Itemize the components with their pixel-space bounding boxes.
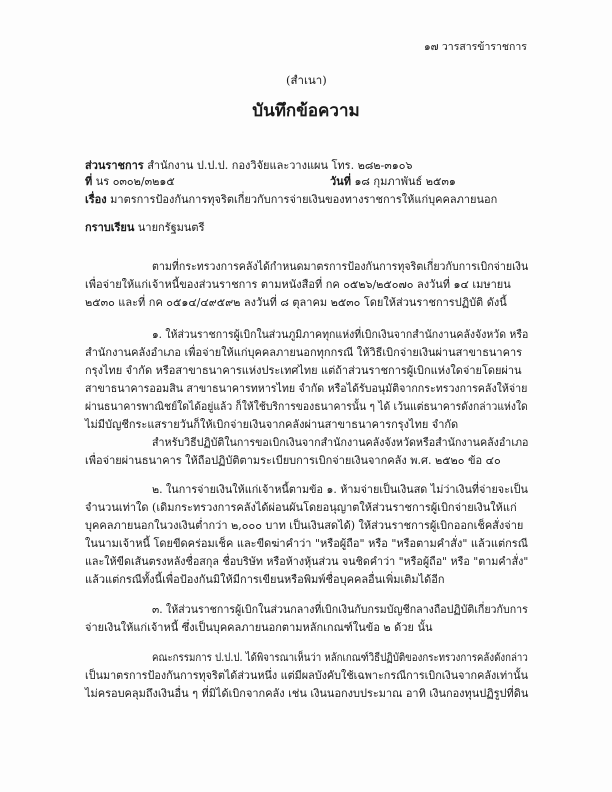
body-line: แล้วแต่กรณีทั้งนี้เพื่อป้องกันมิให้มีการเขียนหรือพิมพ์ชื่อบุคคลอื่นเพิ่มเติมได้อีก [85, 573, 445, 586]
subject-label: เรื่อง [85, 193, 107, 206]
ref-value: นร ๐๓๐๒/๓๒๑๕ [95, 175, 175, 188]
memo-title: บันทึกข้อความ [252, 101, 360, 121]
agency-label: ส่วนราชการ [85, 159, 144, 172]
body-line: ๒. ในการจ่ายเงินให้แก่เจ้าหนี้ตามข้อ ๑. ห้ามจ่ายเป็นเงินสด ไม่ว่าเงินที่จ่ายจะเป็น [152, 483, 528, 496]
body-line: ๒๕๓๐ และที่ กค ๐๕๑๔/๔๙๕๙๒ ลงวันที่ ๘ ตุลาคม ๒๕๓๐ โดยให้ส่วนราชการปฏิบัติ ดังนี้ [85, 296, 507, 309]
body-line: เพื่อจ่ายให้แก่เจ้าหนี้ของส่วนราชการ ตามหนังสือที่ กค ๐๕๒๖/๒๕๐๗๐ ลงวันที่ ๑๔ เมษายน [85, 278, 511, 291]
body-line: ไม่ครอบคลุมถึงเงินอื่น ๆ ที่มิได้เบิกจากคลัง เช่น เงินนอกงบประมาณ อาทิ เงินกองทุนปฏิรูปที่ดิน [85, 687, 529, 700]
subject-value: มาตรการป้องกันการทุจริตเกี่ยวกับการจ่ายเงินของทางราชการให้แก่บุคคลภายนอก [110, 193, 498, 206]
body-line: ๓. ให้ส่วนราชการผู้เบิกในส่วนกลางที่เบิกเงินกับกรมบัญชีกลางถือปฏิบัติเกี่ยวกับการ [152, 603, 528, 616]
body-line: จ่ายเงินให้แก่เจ้าหนี้ ซึ่งเป็นบุคคลภายนอกตามหลักเกณฑ์ในข้อ ๒ ด้วย นั้น [85, 621, 433, 634]
body-line: สำหรับวิธีปฏิบัติในการขอเบิกเงินจากสำนักงานคลังจังหวัดหรือสำนักงานคลังอำเภอ [152, 436, 529, 449]
ref-row [85, 172, 175, 190]
body-line: ในนามเจ้าหนี้ โดยขีดคร่อมเช็ค และขีดฆ่าคำว่า "หรือผู้ถือ" หรือ "หรือตามคำสั่ง" แล้วแต่กรณี [85, 537, 528, 550]
body-line: ไม่มีบัญชีกระแสรายวันก็ให้เบิกจ่ายเงินจากคลังผ่านสาขาธนาคารกรุงไทย จำกัด [85, 418, 459, 431]
ref-label: ที่ [85, 175, 93, 188]
to-label: กราบเรียน [85, 221, 135, 234]
copy-label: (สำเนา) [286, 73, 327, 87]
agency-value: สำนักงาน ป.ป.ป. กองวิจัยและวางแผน โทร. ๒๘๒-๓๑๐๖ [147, 159, 413, 172]
body-line: บุคคลภายนอกในวงเงินต่ำกว่า ๒,๐๐๐ บาท เป็นเงินสดได้) ให้ส่วนราชการผู้เบิกออกเช็คสั่งจ่าย [85, 519, 524, 532]
body-line: กรุงไทย จำกัด หรือสาขาธนาคารแห่งประเทศไทย แต่ถ้าส่วนราชการผู้เบิกแห่งใดจ่ายโดยผ่าน [85, 364, 522, 377]
body-line: เพื่อจ่ายผ่านธนาคาร ให้ถือปฏิบัติตามระเบียบการเบิกจ่ายเงินจากคลัง พ.ศ. ๒๕๒๐ ข้อ ๔๐ [85, 454, 501, 467]
body-line: ผ่านธนาคารพาณิชย์ใดได้อยู่แล้ว ก็ให้ใช้บริการของธนาคารนั้น ๆ ได้ เว้นแต่ธนาคารดังกล่าวแห่งใด [85, 400, 528, 413]
body-line: ๑. ให้ส่วนราชการผู้เบิกในส่วนภูมิภาคทุกแห่งที่เบิกเงินจากสำนักงานคลังจังหวัด หรือ [152, 328, 529, 341]
to-value: นายกรัฐมนตรี [137, 221, 205, 234]
to-row [85, 218, 204, 236]
page-header: ๑๗ วารสารข้าราชการ [424, 41, 527, 53]
body-line: และให้ขีดเส้นตรงหลังชื่อสกุล ชื่อบริษัท หรือห้างหุ้นส่วน จนชิดคำว่า "หรือผู้ถือ" หรือ "ตามคำสั่ง" [85, 555, 529, 568]
body-line: สำนักงานคลังอำเภอ เพื่อจ่ายให้แก่บุคคลภายนอกทุกกรณี ให้วิธีเบิกจ่ายเงินผ่านสาขาธนาคาร [85, 346, 523, 359]
body-line: เป็นมาตรการป้องกันการทุจริตได้ส่วนหนึ่ง แต่มีผลบังคับใช้เฉพาะกรณีการเบิกเงินจากคลังเท่านั้น [85, 669, 528, 682]
date-row [330, 172, 456, 190]
body-line: สาขาธนาคารออมสิน สาขาธนาคารทหารไทย จำกัด หรือได้รับอนุมัติจากกระทรวงการคลังให้จ่าย [85, 382, 528, 395]
body-line: ตามที่กระทรวงการคลังได้กำหนดมาตรการป้องกันการทุจริตเกี่ยวกับการเบิกจ่ายเงิน [152, 260, 529, 273]
body-line: คณะกรรมการ ป.ป.ป. ได้พิจารณาเห็นว่า หลักเกณฑ์วิธีปฏิบัติของกระทรวงการคลังดังกล่าว [152, 651, 528, 664]
subject-row [85, 190, 497, 208]
body-line: จำนวนเท่าใด (เดิมกระทรวงการคลังได้ผ่อนผันโดยอนุญาตให้ส่วนราชการผู้เบิกจ่ายเงินให้แก่ [85, 501, 517, 514]
date-label: วันที่ [330, 175, 351, 188]
date-value: ๑๘ กุมภาพันธ์ ๒๕๓๑ [354, 175, 456, 188]
